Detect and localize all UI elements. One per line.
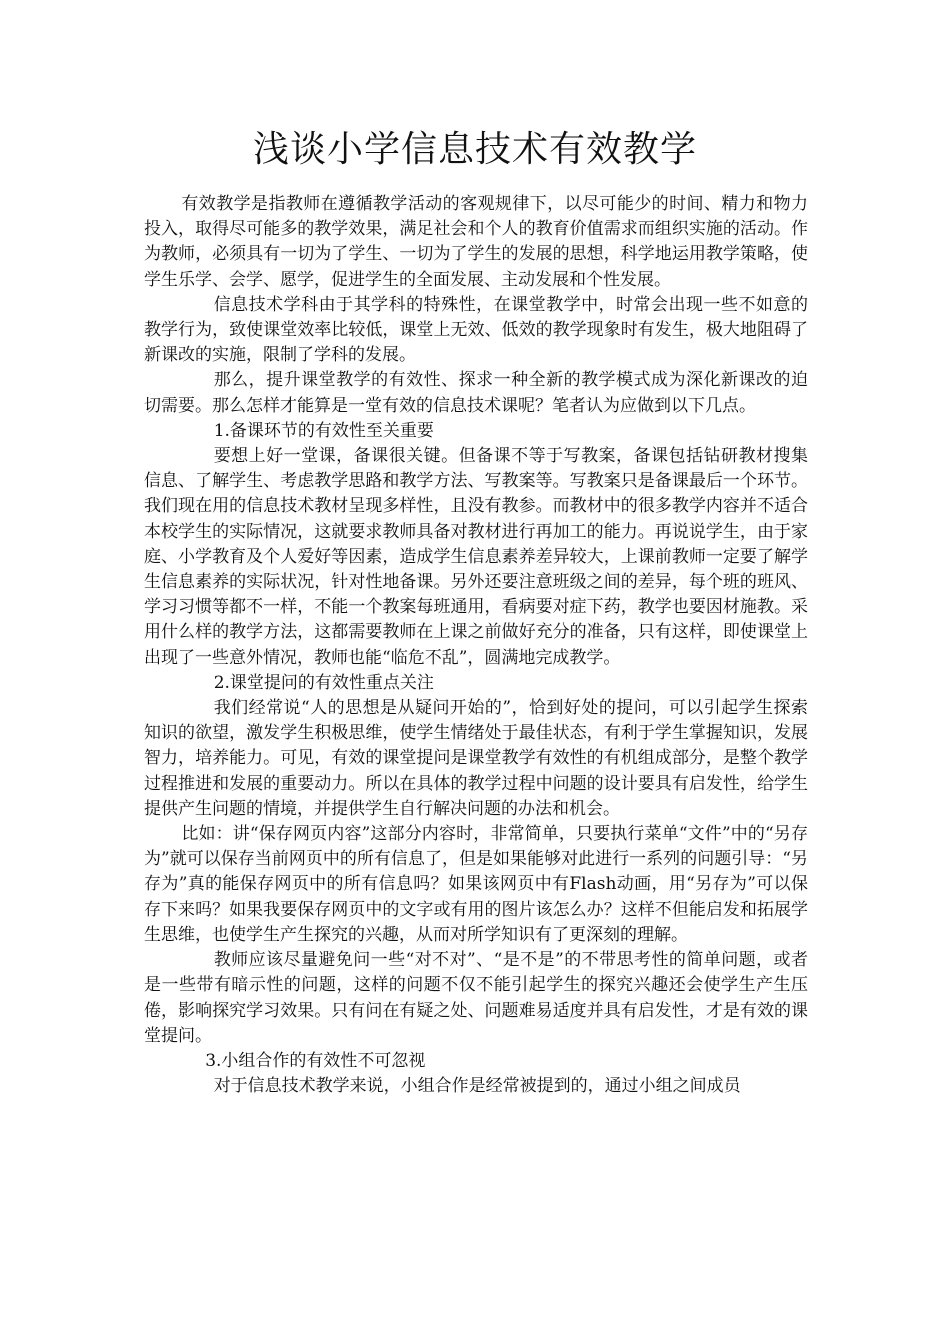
paragraph-lesson-prep: 要想上好一堂课，备课很关键。但备课不等于写教案，备课包括钻研教材搜集信息、了解学生、考虑教学思路和教学方法、写教案等。写教案只是备课最后一个环节。我们现在用的信息技术教材呈现多样性，且没有教参。而教材中的很多教学内容并不适合本校学生的实际情况，这就要求教师具备对教材进行再加工的能力。再说说学生，由于家庭、小学教育及个人爱好等因素，造成学生信息素养差异较大，上课前教师一定要了解学生信息素养的实际状况，针对性地备课。另外还要注意班级之间的差异，每个班的班风、学习习惯等都不一样，不能一个教案每班通用，看病要对症下药，教学也要因材施教。采用什么样的教学方法，这都需要教师在上课之前做好充分的准备，只有这样，即使课堂上出现了一些意外情况，教师也能“临危不乱”，圆满地完成教学。 bbox=[144, 446, 808, 668]
paragraph-example: 比如：讲“保存网页内容”这部分内容时，非常简单，只要执行菜单“文件”中的“另存为”就可以保存当前网页中的所有信息了，但是如果能够对此进行一系列的问题引导：“另存为”真的能保存网页中的所有信息吗？如果该网页中有Flash动画，用“另存为”可以保存下来吗？如果我要保存网页中的文字或有用的图片该怎么办？这样不但能启发和拓展学生思维，也使学生产生探究的兴趣，从而对所学知识有了更深刻的理解。 bbox=[144, 824, 808, 945]
document-body bbox=[144, 192, 808, 1099]
paragraph-group-work: 对于信息技术教学来说，小组合作是经常被提到的，通过小组之间成员 bbox=[213, 1076, 741, 1097]
paragraph-intro: 有效教学是指教师在遵循教学活动的客观规律下，以尽可能少的时间、精力和物力投入，取得尽可能多的教学效果，满足社会和个人的教育价值需求而组织实施的活动。作为教师，必须具有一切为了学生、一切为了学生的发展的思想，科学地运用教学策略，使学生乐学、会学、愿学，促进学生的全面发展、主动发展和个性发展。 bbox=[144, 194, 808, 290]
paragraph-reform-need: 那么，提升课堂教学的有效性、探求一种全新的教学模式成为深化新课改的迫切需要。那么怎样才能算是一堂有效的信息技术课呢？笔者认为应做到以下几点。 bbox=[144, 370, 808, 416]
section-heading-lesson-prep: 1.备课环节的有效性至关重要 bbox=[213, 420, 434, 441]
paragraph-questioning: 我们经常说“人的思想是从疑问开始的”，恰到好处的提问，可以引起学生探索知识的欲望，激发学生积极思维，使学生情绪处于最佳状态，有利于学生掌握知识，发展智力，培养能力。可见，有效的课堂提问是课堂教学有效性的有机组成部分，是整个教学过程推进和发展的重要动力。所以在具体的教学过程中问题的设计要具有启发性，给学生提供产生问题的情境，并提供学生自行解决问题的办法和机会。 bbox=[144, 698, 808, 819]
paragraph-subject-issues: 信息技术学科由于其学科的特殊性，在课堂教学中，时常会出现一些不如意的教学行为，致使课堂效率比较低，课堂上无效、低效的教学现象时有发生，极大地阻碍了新课改的实施，限制了学科的发展。 bbox=[144, 294, 808, 366]
section-heading-group-work: 3.小组合作的有效性不可忽视 bbox=[205, 1050, 426, 1071]
page-title: 浅谈小学信息技术有效教学 bbox=[252, 129, 697, 170]
section-heading-questioning: 2.课堂提问的有效性重点关注 bbox=[213, 672, 434, 693]
paragraph-avoid-questions: 教师应该尽量避免问一些“对不对”、“是不是”的不带思考性的简单问题，或者是一些带有暗示性的问题，这样的问题不仅不能引起学生的探究兴趣还会使学生产生压倦，影响探究学习效果。只有问在有疑之处、问题难易适度并具有启发性，才是有效的课堂提问。 bbox=[144, 950, 808, 1046]
